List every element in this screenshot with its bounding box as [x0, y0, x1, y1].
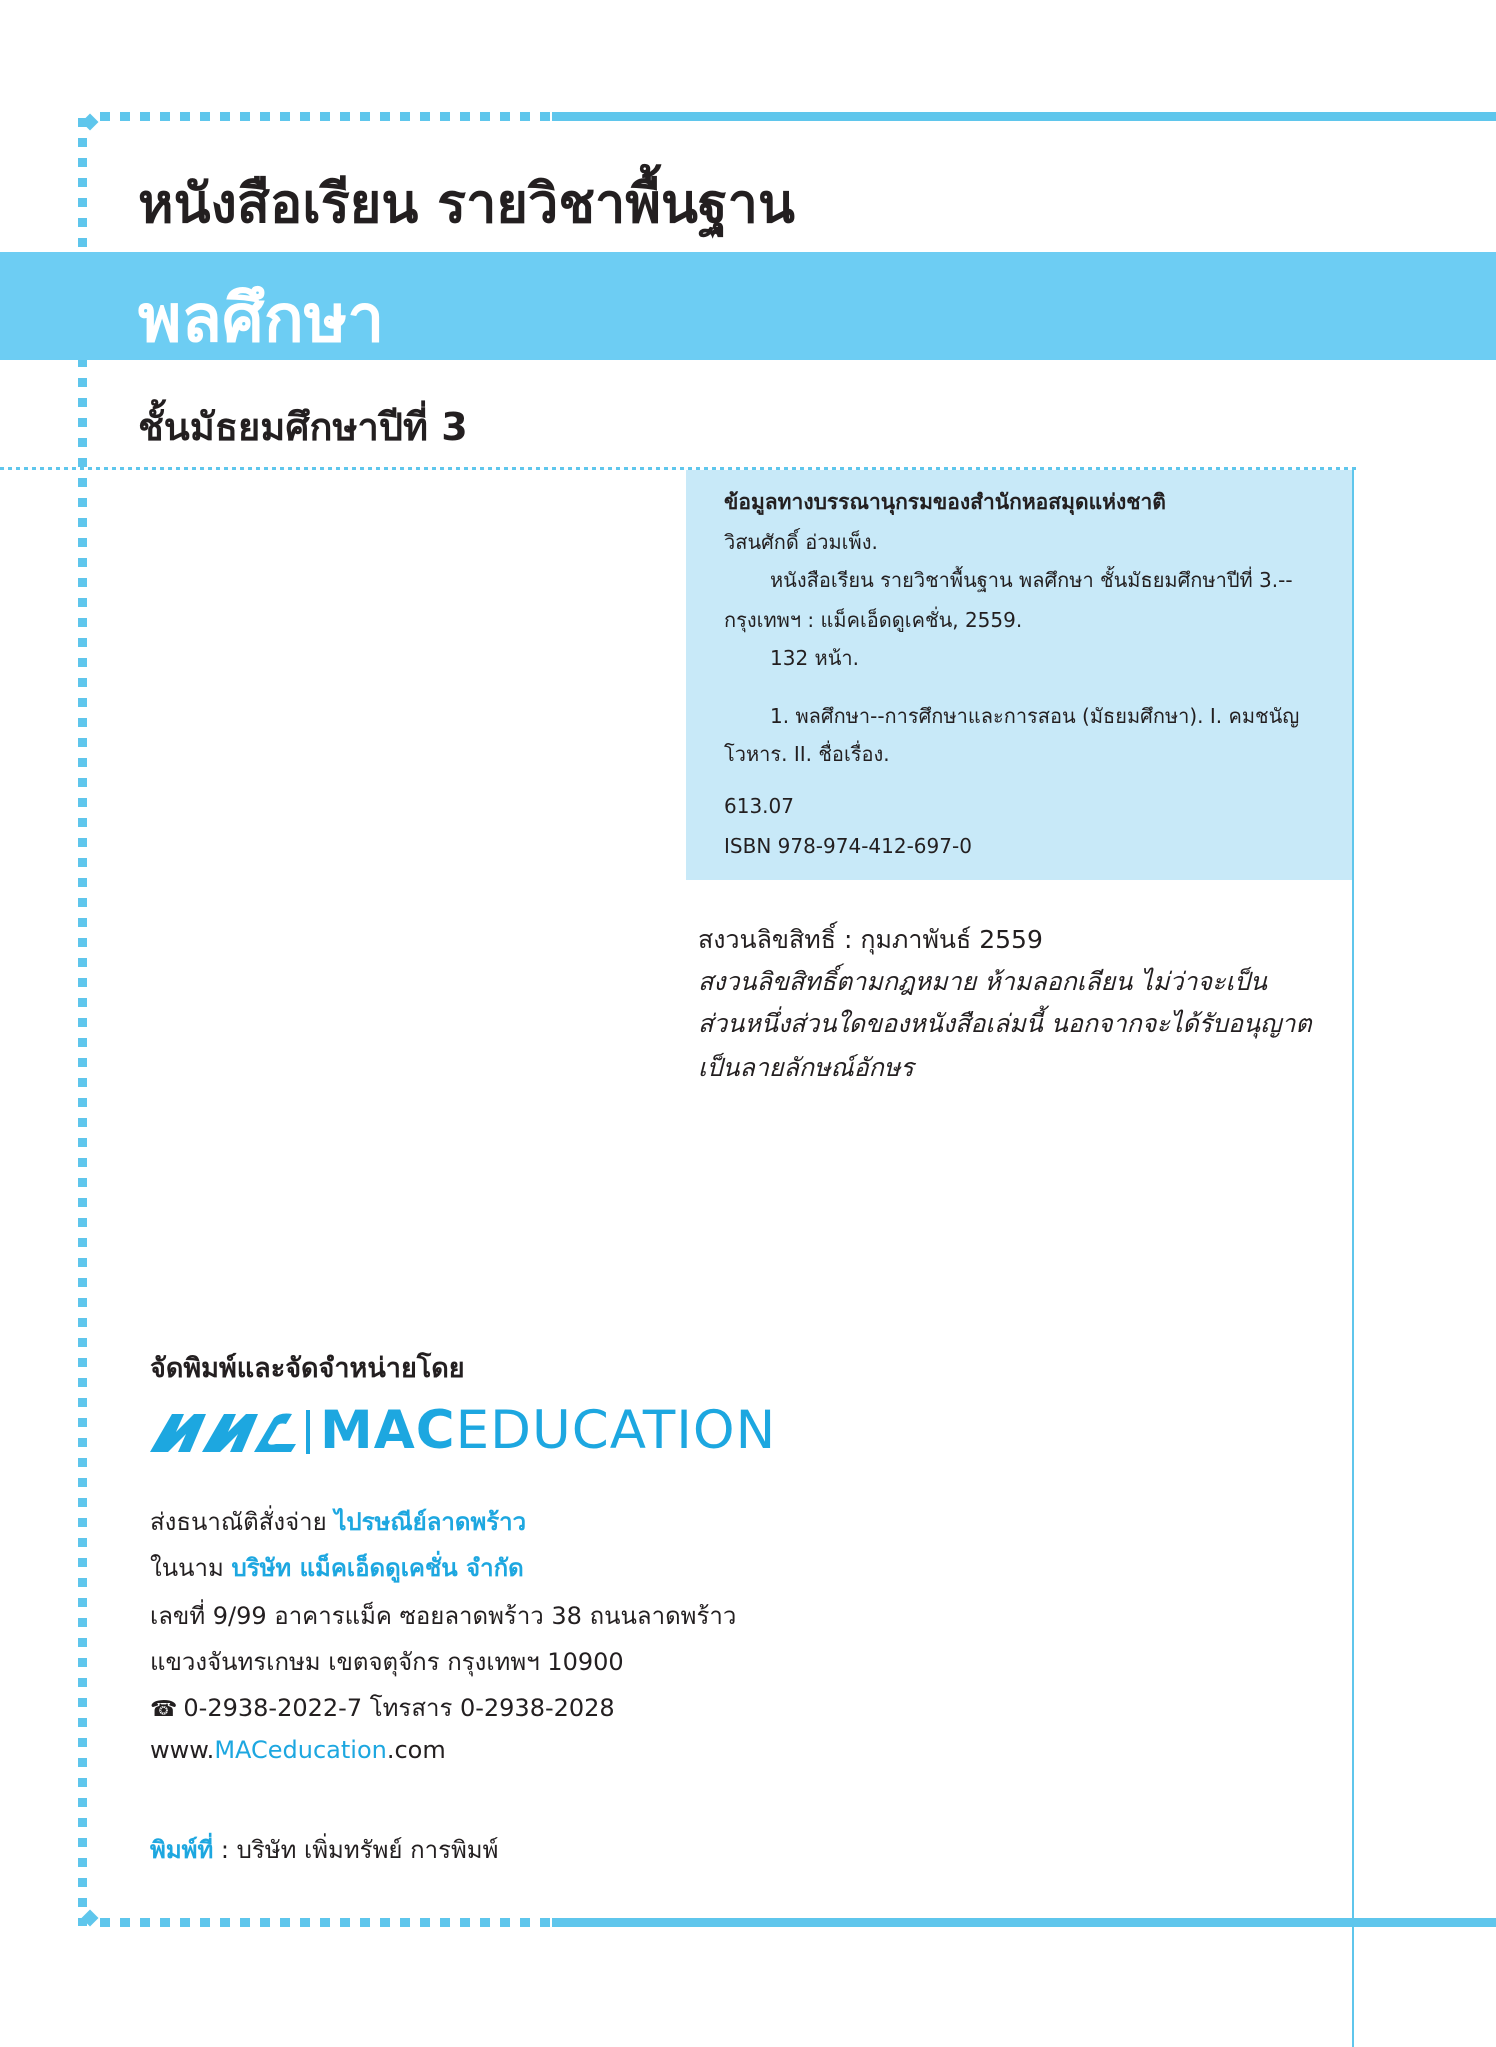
cip-class-number: 613.07 — [724, 794, 794, 818]
money-order-line — [150, 1502, 526, 1541]
cataloging-data-box — [686, 470, 1352, 880]
logo-text-bold: MAC — [320, 1400, 456, 1461]
website-link[interactable] — [150, 1736, 446, 1764]
address-line1: เลขที่ 9/99 อาคารแม็ค ซอยลาดพร้าว 38 ถนนลาดพร้าว — [150, 1602, 737, 1630]
phone-icon: ☎ — [150, 1697, 178, 1722]
frame-bottom-solid-border — [552, 1918, 1496, 1927]
phone-numbers: 0-2938-2022-7 โทรสาร 0-2938-2028 — [183, 1694, 615, 1722]
cip-subject-line2: โวหาร. II. ชื่อเรื่อง. — [724, 742, 890, 766]
subject-title: พลศึกษา — [138, 280, 385, 357]
frame-bottom-dotted-border — [100, 1918, 552, 1927]
printer-value: : บริษัท เพิ่มทรัพย์ การพิมพ์ — [213, 1836, 499, 1864]
copyright-notice-line2: ส่วนหนึ่งส่วนใดของหนังสือเล่มนี้ นอกจากจะได้รับอนุญาต — [698, 1009, 1312, 1038]
website-suffix: .com — [386, 1736, 446, 1764]
printer-label: พิมพ์ที่ — [150, 1836, 214, 1864]
website-brand: MACeducation — [214, 1736, 387, 1764]
money-order-value: ไปรษณีย์ลาดพร้าว — [334, 1508, 527, 1536]
payee-label: ในนาม — [150, 1554, 224, 1582]
grade-title: ชั้นมัธยมศึกษาปีที่ 3 — [138, 405, 468, 449]
printer-line — [150, 1830, 498, 1869]
cip-isbn: ISBN 978-974-412-697-0 — [724, 834, 972, 858]
copyright-notice-line3: เป็นลายลักษณ์อักษร — [698, 1053, 914, 1082]
series-title: หนังสือเรียน รายวิชาพื้นฐาน — [138, 172, 795, 235]
cip-pages: 132 หน้า. — [770, 646, 859, 670]
copyright-date: สงวนลิขสิทธิ์ : กุมภาพันธ์ 2559 — [698, 925, 1043, 954]
cip-heading: ข้อมูลทางบรรณานุกรมของสำนักหอสมุดแห่งชาติ — [724, 490, 1166, 514]
phone-line — [150, 1688, 615, 1727]
frame-left-dotted-border — [78, 118, 87, 1926]
payee-value: บริษัท แม็คเอ็ดดูเคชั่น จำกัด — [231, 1554, 524, 1582]
payee-line — [150, 1548, 524, 1587]
frame-top-solid-border — [552, 112, 1496, 121]
frame-top-dotted-border — [100, 112, 552, 121]
cip-subject-line1: 1. พลศึกษา--การศึกษาและการสอน (มัธยมศึกษา). I. คมชนัญ — [770, 704, 1300, 728]
copyright-notice-line1: สงวนลิขสิทธิ์ตามกฎหมาย ห้ามลอกเลียน ไม่ว่าจะเป็น — [698, 967, 1267, 996]
cip-title-line2: กรุงเทพฯ : แม็คเอ็ดดูเคชั่น, 2559. — [724, 608, 1023, 632]
address-line2: แขวงจันทรเกษม เขตจตุจักร กรุงเทพฯ 10900 — [150, 1648, 624, 1676]
logo-separator — [306, 1410, 310, 1454]
vertical-divider-line — [1352, 470, 1354, 2047]
cip-title-line1: หนังสือเรียน รายวิชาพื้นฐาน พลศึกษา ชั้นมัธยมศึกษาปีที่ 3.-- — [770, 568, 1293, 592]
mac-education-logo-text — [320, 1400, 776, 1461]
website-prefix: www. — [150, 1736, 215, 1764]
mac-logo-icon — [150, 1408, 298, 1456]
money-order-label: ส่งธนาณัติสั่งจ่าย — [150, 1508, 327, 1536]
cip-author: วิสนศักดิ์ อ่วมเพ็ง. — [724, 530, 878, 554]
publisher-heading: จัดพิมพ์และจัดจำหน่ายโดย — [150, 1353, 465, 1384]
logo-text-light: EDUCATION — [455, 1400, 777, 1461]
